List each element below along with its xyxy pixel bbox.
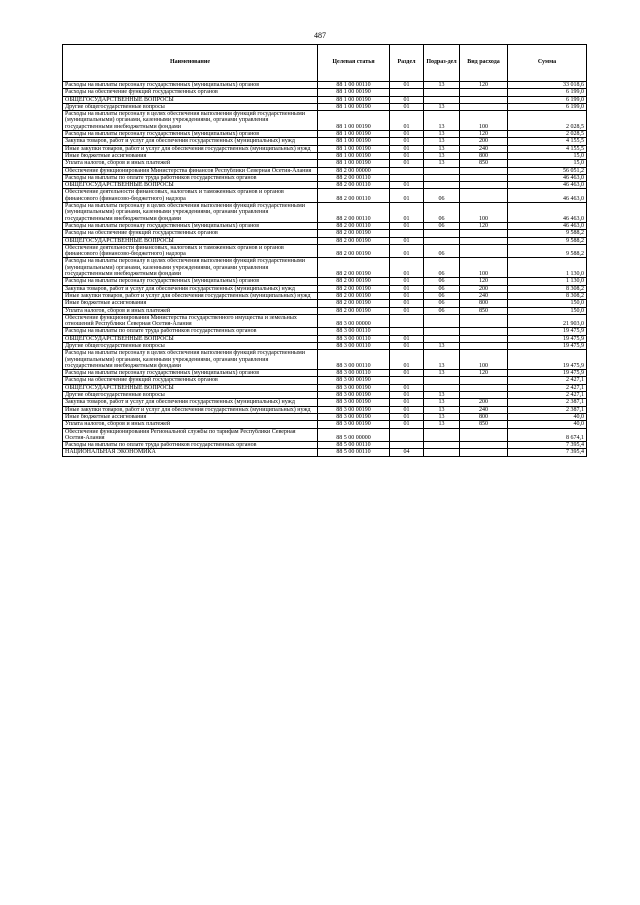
cell-section [390,442,424,449]
cell-target-article: 88 3 00 00110 [318,335,390,342]
table-row [63,377,587,384]
cell-subsection [424,442,460,449]
cell-section: 01 [390,182,424,189]
table-row [63,428,587,442]
header-target-article: Целевая статья [318,45,390,82]
cell-sum: 2 427,1 [508,377,587,384]
cell-name: ОБЩЕГОСУДАРСТВЕННЫЕ ВОПРОСЫ [63,384,318,391]
cell-name: Расходы на выплаты по оплате труда работников государственных органов [63,328,318,335]
cell-sum: 19 475,9 [508,328,587,335]
cell-sum: 7 395,4 [508,442,587,449]
cell-name: Расходы на выплаты по оплате труда работников государственных органов [63,442,318,449]
cell-section: 01 [390,335,424,342]
table-row [63,307,587,314]
cell-sum: 1 130,0 [508,278,587,285]
header-expense-type: Вид расхода [460,45,508,82]
table-row [63,292,587,299]
cell-expense-type [460,167,508,174]
cell-name: ОБЩЕГОСУДАРСТВЕННЫЕ ВОПРОСЫ [63,335,318,342]
cell-expense-type: 850 [460,160,508,167]
cell-expense-type: 100 [460,350,508,370]
cell-subsection: 13 [424,399,460,406]
cell-target-article: 88 2 00 00190 [318,244,390,258]
cell-subsection [424,314,460,328]
table-row [63,160,587,167]
cell-section [390,377,424,384]
cell-target-article: 88 2 00 00110 [318,174,390,181]
cell-expense-type: 120 [460,222,508,229]
cell-section: 01 [390,145,424,152]
cell-name: Обеспечение деятельности финансовых, налоговых и таможенных органов и органов финансового (финансово-бюджетного) надзора [63,244,318,258]
cell-section [390,314,424,328]
cell-name: Расходы на выплаты персоналу в целях обеспечения выполнения функций государственными (муниципальными) органами, казенными учреждениями, органами управления государственными внебюджетными фондами [63,203,318,223]
cell-expense-type: 120 [460,82,508,89]
cell-target-article: 88 1 00 00190 [318,131,390,138]
cell-name: Расходы на выплаты персоналу государственных (муниципальных) органов [63,370,318,377]
table-row [63,399,587,406]
cell-expense-type [460,384,508,391]
cell-section: 01 [390,82,424,89]
cell-expense-type [460,237,508,244]
cell-subsection [424,182,460,189]
cell-section: 01 [390,258,424,278]
cell-sum: 19 475,9 [508,350,587,370]
cell-target-article: 88 5 00 00000 [318,428,390,442]
cell-target-article: 88 3 00 00190 [318,413,390,420]
table-row [63,449,587,456]
table-row [63,285,587,292]
cell-section [390,328,424,335]
cell-sum: 4 155,5 [508,145,587,152]
cell-subsection: 06 [424,300,460,307]
cell-sum: 2 028,5 [508,111,587,131]
cell-section: 01 [390,413,424,420]
cell-name: Уплата налогов, сборов и иных платежей [63,421,318,428]
cell-name: Иные закупки товаров, работ и услуг для обеспечения государственных (муниципальных) нужд [63,145,318,152]
cell-expense-type: 100 [460,258,508,278]
cell-sum: 9 588,2 [508,237,587,244]
cell-name: Расходы на обеспечение функций государственных органов [63,230,318,237]
cell-subsection: 06 [424,189,460,203]
cell-name: Расходы на выплаты персоналу в целях обеспечения выполнения функций государственными (муниципальными) органами, казенными учреждениями, органами управления государственными внебюджетными фондами [63,350,318,370]
cell-target-article: 88 1 00 00190 [318,89,390,96]
cell-sum: 46 463,0 [508,189,587,203]
table-row [63,111,587,131]
table-row [63,131,587,138]
cell-sum: 2 427,1 [508,384,587,391]
table-row [63,392,587,399]
table-row [63,314,587,328]
cell-section: 01 [390,111,424,131]
cell-expense-type: 200 [460,399,508,406]
cell-target-article: 88 3 00 00190 [318,392,390,399]
cell-expense-type [460,314,508,328]
table-row [63,278,587,285]
cell-target-article: 88 2 00 00190 [318,285,390,292]
cell-section: 01 [390,406,424,413]
table-body [63,82,587,457]
cell-expense-type: 200 [460,285,508,292]
cell-sum: 2 387,1 [508,406,587,413]
cell-subsection: 06 [424,203,460,223]
cell-target-article: 88 1 00 00190 [318,160,390,167]
header-subsection: Подраз-дел [424,45,460,82]
cell-subsection [424,335,460,342]
cell-subsection: 06 [424,285,460,292]
table-row [63,152,587,159]
cell-expense-type [460,328,508,335]
table-row [63,96,587,103]
cell-section: 01 [390,292,424,299]
table-row [63,89,587,96]
cell-name: Обеспечение деятельности финансовых, налоговых и таможенных органов и органов финансового (финансово-бюджетного) надзора [63,189,318,203]
cell-expense-type: 200 [460,138,508,145]
cell-section: 04 [390,449,424,456]
cell-subsection: 13 [424,370,460,377]
cell-target-article: 88 1 00 00190 [318,152,390,159]
cell-expense-type [460,392,508,399]
cell-name: Закупка товаров, работ и услуг для обеспечения государственных (муниципальных) нужд [63,285,318,292]
cell-name: Расходы на выплаты персоналу в целях обеспечения выполнения функций государственными (муниципальными) органами, казенными учреждениями, органами управления государственными внебюджетными фондами [63,258,318,278]
cell-target-article: 88 5 00 00110 [318,442,390,449]
cell-subsection [424,237,460,244]
cell-section [390,230,424,237]
cell-subsection [424,377,460,384]
cell-sum: 2 427,1 [508,392,587,399]
cell-section: 01 [390,285,424,292]
cell-expense-type: 800 [460,413,508,420]
cell-expense-type [460,428,508,442]
cell-expense-type: 120 [460,370,508,377]
cell-expense-type: 240 [460,145,508,152]
cell-subsection [424,230,460,237]
cell-expense-type [460,244,508,258]
cell-expense-type [460,449,508,456]
cell-subsection: 13 [424,145,460,152]
table-row [63,442,587,449]
cell-name: Уплата налогов, сборов и иных платежей [63,160,318,167]
cell-name: Расходы на выплаты по оплате труда работников государственных органов [63,174,318,181]
cell-name: Уплата налогов, сборов и иных платежей [63,307,318,314]
table-row [63,203,587,223]
cell-expense-type [460,96,508,103]
cell-name: Другие общегосударственные вопросы [63,392,318,399]
cell-name: Иные закупки товаров, работ и услуг для обеспечения государственных (муниципальных) нужд [63,292,318,299]
cell-subsection: 06 [424,307,460,314]
cell-name: Другие общегосударственные вопросы [63,342,318,349]
table-header-row [63,45,587,82]
cell-target-article: 88 2 00 00110 [318,182,390,189]
cell-expense-type: 100 [460,203,508,223]
cell-expense-type: 800 [460,300,508,307]
cell-subsection [424,96,460,103]
header-section: Раздел [390,45,424,82]
cell-section: 01 [390,138,424,145]
cell-target-article: 88 3 00 00190 [318,384,390,391]
cell-sum: 46 463,0 [508,174,587,181]
cell-subsection: 13 [424,131,460,138]
cell-name: Расходы на обеспечение функций государственных органов [63,377,318,384]
table-row [63,138,587,145]
cell-expense-type: 850 [460,421,508,428]
cell-sum: 4 155,5 [508,138,587,145]
cell-subsection [424,167,460,174]
cell-section [390,89,424,96]
cell-expense-type: 850 [460,307,508,314]
cell-target-article: 88 2 00 00110 [318,203,390,223]
cell-subsection: 06 [424,278,460,285]
cell-name: Закупка товаров, работ и услуг для обеспечения государственных (муниципальных) нужд [63,399,318,406]
table-row [63,103,587,110]
cell-target-article: 88 3 00 00110 [318,370,390,377]
cell-subsection: 13 [424,406,460,413]
cell-sum: 40,0 [508,421,587,428]
page-number: 487 [314,31,326,40]
table-row [63,244,587,258]
cell-sum: 9 588,2 [508,230,587,237]
cell-section: 01 [390,384,424,391]
cell-section: 01 [390,189,424,203]
cell-section: 01 [390,152,424,159]
cell-sum: 2 028,5 [508,131,587,138]
cell-target-article: 88 3 00 00190 [318,406,390,413]
cell-target-article: 88 2 00 00000 [318,167,390,174]
cell-target-article: 88 3 00 00110 [318,350,390,370]
cell-subsection [424,174,460,181]
cell-name: Расходы на выплаты персоналу в целях обеспечения выполнения функций государственными (муниципальными) органами, казенными учреждениями, органами управления государственными внебюджетными фондами [63,111,318,131]
table-row [63,222,587,229]
cell-expense-type [460,189,508,203]
cell-target-article: 88 2 00 00190 [318,307,390,314]
cell-section: 01 [390,203,424,223]
budget-table [62,44,587,457]
cell-section [390,167,424,174]
table-row [63,328,587,335]
cell-sum: 6 199,0 [508,89,587,96]
cell-sum: 40,0 [508,413,587,420]
cell-sum: 46 463,0 [508,182,587,189]
cell-subsection: 13 [424,392,460,399]
cell-sum: 6 199,0 [508,103,587,110]
table-row [63,230,587,237]
cell-target-article: 88 3 00 00190 [318,421,390,428]
cell-name: Иные закупки товаров, работ и услуг для обеспечения государственных (муниципальных) нужд [63,406,318,413]
table-row [63,145,587,152]
cell-target-article: 88 1 00 00190 [318,103,390,110]
table-row [63,413,587,420]
cell-expense-type [460,377,508,384]
cell-expense-type [460,230,508,237]
cell-sum: 8 674,1 [508,428,587,442]
table-row [63,342,587,349]
table-row [63,350,587,370]
cell-sum: 1 130,0 [508,258,587,278]
cell-expense-type: 800 [460,152,508,159]
cell-name: Обеспечение функционирования Министерства финансов Республики Северная Осетия-Алания [63,167,318,174]
cell-subsection [424,328,460,335]
cell-section: 01 [390,342,424,349]
cell-expense-type [460,89,508,96]
cell-name: Обеспечение функционирования Региональной службы по тарифам Республики Северная Осетия-Алания [63,428,318,442]
cell-target-article: 88 2 00 00190 [318,237,390,244]
cell-section [390,428,424,442]
cell-sum: 19 475,9 [508,342,587,349]
cell-section: 01 [390,350,424,370]
cell-target-article: 88 2 00 00110 [318,189,390,203]
cell-expense-type [460,182,508,189]
cell-target-article: 88 3 00 00110 [318,328,390,335]
cell-name: ОБЩЕГОСУДАРСТВЕННЫЕ ВОПРОСЫ [63,96,318,103]
cell-name: ОБЩЕГОСУДАРСТВЕННЫЕ ВОПРОСЫ [63,182,318,189]
cell-sum: 21 903,0 [508,314,587,328]
cell-section: 01 [390,399,424,406]
cell-name: Иные бюджетные ассигнования [63,152,318,159]
cell-subsection: 06 [424,222,460,229]
cell-subsection: 13 [424,350,460,370]
header-sum: Сумма [508,45,587,82]
table-row [63,174,587,181]
table-row [63,370,587,377]
cell-target-article: 88 1 00 00190 [318,111,390,131]
cell-expense-type: 240 [460,406,508,413]
cell-subsection [424,428,460,442]
cell-name: Расходы на выплаты персоналу государственных (муниципальных) органов [63,278,318,285]
table-row [63,167,587,174]
cell-subsection [424,449,460,456]
cell-section: 01 [390,421,424,428]
cell-name: ОБЩЕГОСУДАРСТВЕННЫЕ ВОПРОСЫ [63,237,318,244]
cell-subsection: 13 [424,111,460,131]
cell-name: НАЦИОНАЛЬНАЯ ЭКОНОМИКА [63,449,318,456]
cell-sum: 2 387,1 [508,399,587,406]
cell-expense-type: 100 [460,111,508,131]
cell-subsection: 13 [424,103,460,110]
cell-subsection: 06 [424,258,460,278]
cell-name: Другие общегосударственные вопросы [63,103,318,110]
cell-sum: 9 588,2 [508,244,587,258]
cell-sum: 46 463,0 [508,203,587,223]
cell-sum: 19 475,9 [508,335,587,342]
header-name: Наименование [63,45,318,82]
cell-subsection: 13 [424,413,460,420]
cell-target-article: 88 1 00 00190 [318,145,390,152]
cell-expense-type: 120 [460,131,508,138]
cell-subsection: 13 [424,138,460,145]
cell-sum: 150,0 [508,300,587,307]
cell-subsection: 13 [424,342,460,349]
cell-section: 01 [390,237,424,244]
cell-target-article: 88 2 00 00110 [318,222,390,229]
cell-sum: 15,0 [508,152,587,159]
cell-subsection: 13 [424,152,460,159]
cell-name: Обеспечение функционирования Министерства государственного имущества и земельных отношений Республики Северная Осетия-Алания [63,314,318,328]
cell-section: 01 [390,131,424,138]
cell-section: 01 [390,103,424,110]
cell-sum: 6 199,0 [508,96,587,103]
cell-section: 01 [390,244,424,258]
cell-target-article: 88 5 00 00110 [318,449,390,456]
table-row [63,406,587,413]
cell-section: 01 [390,370,424,377]
cell-target-article: 88 3 00 00000 [318,314,390,328]
cell-subsection: 13 [424,82,460,89]
cell-sum: 46 463,0 [508,222,587,229]
cell-expense-type [460,342,508,349]
cell-name: Расходы на выплаты персоналу государственных (муниципальных) органов [63,82,318,89]
cell-expense-type [460,335,508,342]
cell-target-article: 88 2 00 00190 [318,258,390,278]
cell-sum: 150,0 [508,307,587,314]
cell-name: Расходы на обеспечение функций государственных органов [63,89,318,96]
table-row [63,182,587,189]
cell-target-article: 88 1 00 00190 [318,138,390,145]
cell-sum: 33 018,6 [508,82,587,89]
cell-sum: 7 395,4 [508,449,587,456]
cell-section: 01 [390,222,424,229]
cell-section: 01 [390,96,424,103]
cell-sum: 8 308,2 [508,292,587,299]
cell-section: 01 [390,307,424,314]
cell-target-article: 88 3 00 00190 [318,399,390,406]
cell-subsection: 06 [424,292,460,299]
cell-name: Закупка товаров, работ и услуг для обеспечения государственных (муниципальных) нужд [63,138,318,145]
cell-target-article: 88 2 00 00190 [318,278,390,285]
cell-expense-type [460,103,508,110]
cell-target-article: 88 2 00 00190 [318,230,390,237]
cell-section [390,174,424,181]
table-row [63,237,587,244]
table-row [63,189,587,203]
cell-expense-type: 120 [460,278,508,285]
cell-section: 01 [390,392,424,399]
cell-expense-type [460,174,508,181]
cell-subsection [424,89,460,96]
cell-sum: 15,0 [508,160,587,167]
cell-name: Расходы на выплаты персоналу государственных (муниципальных) органов [63,131,318,138]
table-row [63,421,587,428]
cell-target-article: 88 3 00 00110 [318,342,390,349]
cell-subsection [424,384,460,391]
cell-target-article: 88 2 00 00190 [318,300,390,307]
cell-target-article: 88 2 00 00190 [318,292,390,299]
cell-section: 01 [390,300,424,307]
cell-name: Расходы на выплаты персоналу государственных (муниципальных) органов [63,222,318,229]
cell-sum: 8 308,2 [508,285,587,292]
cell-subsection: 13 [424,160,460,167]
cell-expense-type [460,442,508,449]
table-row [63,384,587,391]
cell-subsection: 06 [424,244,460,258]
cell-target-article: 88 1 00 00190 [318,96,390,103]
table-row [63,82,587,89]
cell-section: 01 [390,160,424,167]
cell-section: 01 [390,278,424,285]
table-row [63,300,587,307]
cell-expense-type: 240 [460,292,508,299]
table-row [63,335,587,342]
cell-target-article: 88 1 00 00110 [318,82,390,89]
cell-sum: 19 475,9 [508,370,587,377]
cell-sum: 56 051,2 [508,167,587,174]
cell-subsection: 13 [424,421,460,428]
cell-name: Иные бюджетные ассигнования [63,300,318,307]
table-row [63,258,587,278]
cell-target-article: 88 3 00 00190 [318,377,390,384]
cell-name: Иные бюджетные ассигнования [63,413,318,420]
